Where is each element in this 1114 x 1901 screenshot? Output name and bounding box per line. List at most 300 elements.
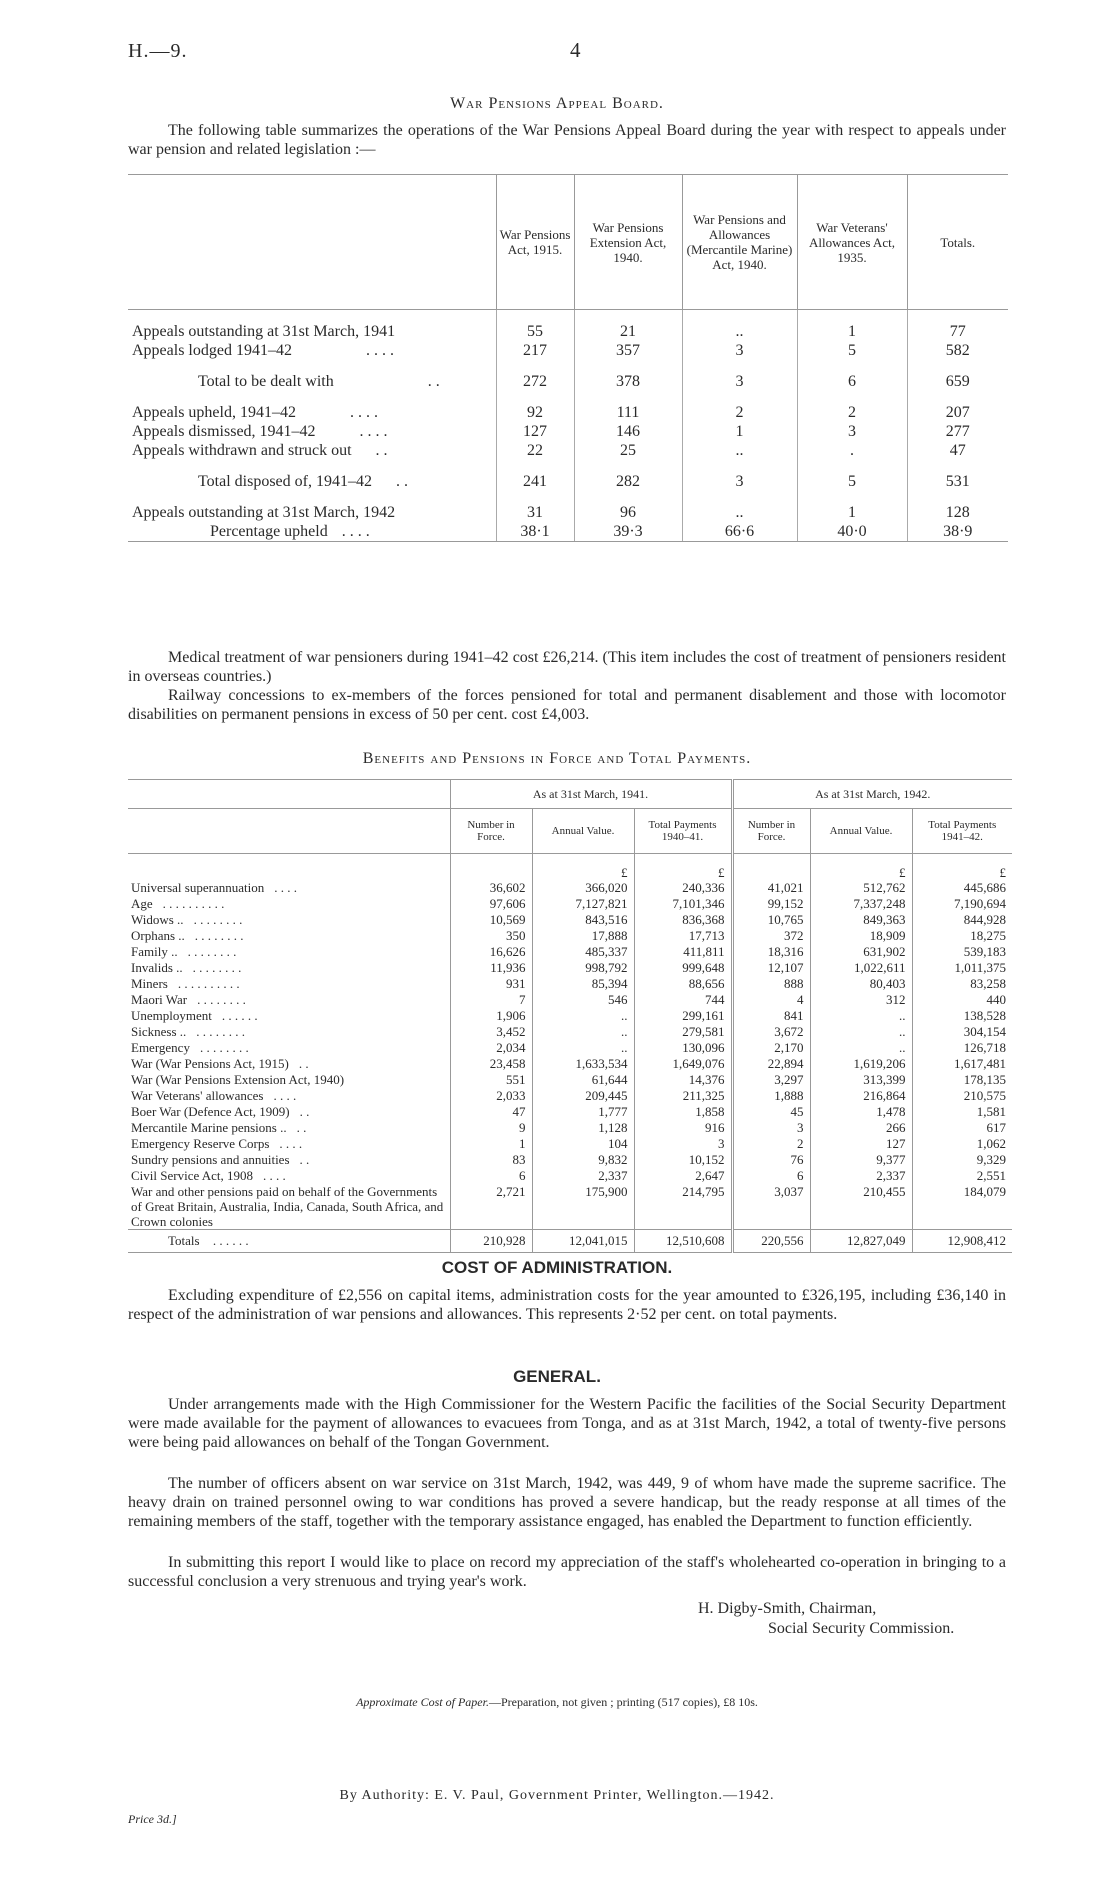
appeals-header-blank: [128, 175, 496, 310]
totals-row: [128, 1230, 1012, 1253]
row-label: Sickness ..: [131, 1024, 187, 1039]
col-war-pensions-act: War Pensions Act, 1915.: [496, 175, 574, 310]
row-label: Civil Service Act, 1908: [131, 1168, 254, 1183]
table-row: [128, 1184, 1012, 1230]
cell: 5: [797, 341, 907, 360]
cell: 18,316: [732, 944, 810, 960]
table-row: [128, 1072, 1012, 1088]
cell: 2,551: [912, 1168, 1012, 1184]
table-row: [128, 1136, 1012, 1152]
table-row: [128, 1056, 1012, 1072]
cell: 2: [797, 403, 907, 422]
group-1941: As at 31st March, 1941.: [450, 780, 732, 809]
table-row: [128, 322, 1008, 341]
row-label: Emergency: [131, 1040, 190, 1055]
cell: 18,275: [912, 928, 1012, 944]
cell: 849,363: [810, 912, 912, 928]
row-label: Total to be dealt with: [198, 372, 334, 390]
benefits-table: [128, 779, 1012, 1253]
cell: 47: [907, 441, 1008, 460]
cell: 440: [912, 992, 1012, 1008]
leader-dots: . .: [375, 441, 388, 459]
cell: 209,445: [532, 1088, 634, 1104]
cell: 214,795: [634, 1184, 732, 1230]
cell: .: [797, 441, 907, 460]
cell: 350: [450, 928, 532, 944]
table-row: [128, 912, 1012, 928]
row-label: Appeals lodged 1941–42: [132, 341, 292, 359]
cell: 9: [450, 1120, 532, 1136]
cell: 36,602: [450, 880, 532, 896]
cell: 1,022,611: [810, 960, 912, 976]
cell: 7: [450, 992, 532, 1008]
cell: 999,648: [634, 960, 732, 976]
cell: 7,337,248: [810, 896, 912, 912]
cell: 1,906: [450, 1008, 532, 1024]
cell: 2: [682, 403, 797, 422]
cell: 80,403: [810, 976, 912, 992]
row-label: Unemployment: [131, 1008, 212, 1023]
leader-dots: . . . . . . . .: [192, 960, 242, 975]
leader-dots: . . . .: [273, 1088, 297, 1103]
row-label: Miners: [131, 976, 168, 991]
cell: 3: [682, 372, 797, 391]
table-row: [128, 944, 1012, 960]
cell: 843,516: [532, 912, 634, 928]
cell: 1: [797, 503, 907, 522]
cell: 104: [532, 1136, 634, 1152]
cell: 175,900: [532, 1184, 634, 1230]
cell: 617: [912, 1120, 1012, 1136]
cell: 130,096: [634, 1040, 732, 1056]
leader-dots: . .: [298, 1056, 309, 1071]
cell: 2,033: [450, 1088, 532, 1104]
col-totals: Totals.: [907, 175, 1008, 310]
pound-sign-row: [128, 854, 1012, 881]
table-row: [128, 441, 1008, 460]
table-row: [128, 1008, 1012, 1024]
general-paragraph-2: The number of officers absent on war service on 31st March, 1942, was 449, 9 of whom have made the supreme sacrifice. The heavy drain on trained personnel owing to war conditions has proved a severe handicap, but the ready response at all times of the remaining members of the staff, together with the temporary assistance engaged, has enabled the Department to function efficiently.: [128, 1475, 1006, 1530]
cell: 210,928: [450, 1230, 532, 1253]
cell: 1,581: [912, 1104, 1012, 1120]
row-label: Sundry pensions and annuities: [131, 1152, 290, 1167]
col-war-veterans-act: War Veterans' Allowances Act, 1935.: [797, 175, 907, 310]
leader-dots: . . . . . . . .: [193, 912, 243, 927]
leader-dots: . . . .: [279, 1136, 303, 1151]
cell: 411,811: [634, 944, 732, 960]
leader-dots: . . . . . . . .: [199, 1040, 249, 1055]
cell: 6: [732, 1168, 810, 1184]
cell: 3: [682, 472, 797, 491]
cell: 38·9: [907, 522, 1008, 542]
cell: 211,325: [634, 1088, 732, 1104]
cell: 216,864: [810, 1088, 912, 1104]
table-row: [128, 1104, 1012, 1120]
cell: 23,458: [450, 1056, 532, 1072]
cell: 10,569: [450, 912, 532, 928]
leader-dots: . . . . . . . .: [187, 944, 237, 959]
cell: 22: [496, 441, 574, 460]
cell: 3: [732, 1120, 810, 1136]
cell: 299,161: [634, 1008, 732, 1024]
table-row: [128, 1120, 1012, 1136]
cell: 582: [907, 341, 1008, 360]
col-number-1941: Number in Force.: [450, 809, 532, 854]
cell: 836,368: [634, 912, 732, 928]
cell: 85,394: [532, 976, 634, 992]
cell: 1: [682, 422, 797, 441]
leader-dots: . . . .: [263, 1168, 286, 1183]
cell: 1: [797, 322, 907, 341]
table-row: [128, 1040, 1012, 1056]
cell: 916: [634, 1120, 732, 1136]
cell: 92: [496, 403, 574, 422]
cell: 18,909: [810, 928, 912, 944]
benefits-group-header: [128, 780, 1012, 809]
table-row: [128, 880, 1012, 896]
table-row: [128, 472, 1008, 491]
leader-dots: . . . . . . . .: [194, 928, 244, 943]
paper-cost-note: [0, 1695, 1114, 1710]
row-label: Orphans ..: [131, 928, 185, 943]
cell: 2,034: [450, 1040, 532, 1056]
cell: 3: [797, 422, 907, 441]
cell: 931: [450, 976, 532, 992]
cell: 41,021: [732, 880, 810, 896]
cell: 40·0: [797, 522, 907, 542]
row-label: Appeals upheld, 1941–42: [132, 403, 296, 421]
row-label: War Veterans' allowances: [131, 1088, 264, 1103]
table-row: [128, 403, 1008, 422]
cell: 3,672: [732, 1024, 810, 1040]
benefits-sub-header: [128, 809, 1012, 854]
row-label: Total disposed of, 1941–42: [198, 472, 372, 490]
cell: ..: [810, 1040, 912, 1056]
cell: ..: [810, 1024, 912, 1040]
row-label: Appeals outstanding at 31st March, 1942: [132, 503, 396, 521]
leader-dots: . .: [427, 372, 440, 390]
cell: 7,190,694: [912, 896, 1012, 912]
cell: 12,510,608: [634, 1230, 732, 1253]
benefits-pensions-title: Benefits and Pensions in Force and Total Payments.: [362, 750, 752, 767]
leader-dots: . . . . . .: [212, 1233, 249, 1248]
table-row: [128, 341, 1008, 360]
cell: 279,581: [634, 1024, 732, 1040]
cell: 12,908,412: [912, 1230, 1012, 1253]
cell: 39·3: [574, 522, 682, 542]
cell: 2,170: [732, 1040, 810, 1056]
cell: 2,337: [532, 1168, 634, 1184]
leader-dots: . . . . . . . . . .: [177, 976, 240, 991]
cell: 366,020: [532, 880, 634, 896]
cell: 844,928: [912, 912, 1012, 928]
cell: 16,626: [450, 944, 532, 960]
cell: 178,135: [912, 1072, 1012, 1088]
cell: 210,575: [912, 1088, 1012, 1104]
cell: 539,183: [912, 944, 1012, 960]
table-row: [128, 992, 1012, 1008]
cell: 3: [634, 1136, 732, 1152]
appeals-table-header: [128, 175, 1008, 310]
pound-sign: £: [912, 854, 1012, 881]
cell: 551: [450, 1072, 532, 1088]
cell: 1,633,534: [532, 1056, 634, 1072]
table-row: [128, 1168, 1012, 1184]
cell: 485,337: [532, 944, 634, 960]
cell: 240,336: [634, 880, 732, 896]
row-label: Age: [131, 896, 153, 911]
cell: 97,606: [450, 896, 532, 912]
cell: 1,478: [810, 1104, 912, 1120]
cell: 66·6: [682, 522, 797, 542]
row-label: Emergency Reserve Corps: [131, 1136, 270, 1151]
cell: 841: [732, 1008, 810, 1024]
cell: 128: [907, 503, 1008, 522]
table-row: [128, 372, 1008, 391]
cell: 1,617,481: [912, 1056, 1012, 1072]
cell: 127: [810, 1136, 912, 1152]
table-row: [128, 960, 1012, 976]
cell: 888: [732, 976, 810, 992]
cell: 744: [634, 992, 732, 1008]
cell: 138,528: [912, 1008, 1012, 1024]
col-number-1942: Number in Force.: [732, 809, 810, 854]
row-label: Boer War (Defence Act, 1909): [131, 1104, 290, 1119]
row-label: Appeals outstanding at 31st March, 1941: [132, 322, 396, 340]
cell: 14,376: [634, 1072, 732, 1088]
cell: 47: [450, 1104, 532, 1120]
cell: 184,079: [912, 1184, 1012, 1230]
cell: 1,777: [532, 1104, 634, 1120]
cell: 277: [907, 422, 1008, 441]
row-label: War (War Pensions Act, 1915): [131, 1056, 289, 1071]
table-row: [128, 522, 1008, 542]
cell: 88,656: [634, 976, 732, 992]
cell: ..: [682, 322, 797, 341]
leader-dots: . . . .: [359, 422, 388, 440]
leader-dots: . . . .: [274, 880, 297, 895]
cell: 6: [450, 1168, 532, 1184]
cell: 4: [732, 992, 810, 1008]
cell: 9,832: [532, 1152, 634, 1168]
cell: 22,894: [732, 1056, 810, 1072]
cell: 2,721: [450, 1184, 532, 1230]
cell: 1,649,076: [634, 1056, 732, 1072]
leader-dots: . . . .: [365, 341, 394, 359]
pound-sign: £: [810, 854, 912, 881]
cost-of-administration-heading: COST OF ADMINISTRATION.: [441, 1258, 673, 1277]
cell: 99,152: [732, 896, 810, 912]
cell: 272: [496, 372, 574, 391]
cost-of-administration-text: Excluding expenditure of £2,556 on capital items, administration costs for the year amounted to £326,195, including £36,140 in respect of the administration of war pensions and allowances. This represents 2·52 per cent. on total payments.: [128, 1287, 1006, 1323]
cell: 207: [907, 403, 1008, 422]
page-number: 4: [570, 38, 581, 62]
row-label: Mercantile Marine pensions ..: [131, 1120, 287, 1135]
cell: 304,154: [912, 1024, 1012, 1040]
cell: 12,041,015: [532, 1230, 634, 1253]
cell: 9,329: [912, 1152, 1012, 1168]
table-row: [128, 422, 1008, 441]
cell: 1,062: [912, 1136, 1012, 1152]
signature-title: Social Security Commission.: [768, 1620, 955, 1637]
leader-dots: . .: [296, 1120, 307, 1135]
leader-dots: . .: [395, 472, 408, 490]
table-row: [128, 503, 1008, 522]
leader-dots: . . . . . . . .: [196, 1024, 245, 1039]
document-code: H.—9.: [128, 40, 188, 62]
cell: 546: [532, 992, 634, 1008]
cell: ..: [682, 503, 797, 522]
cell: 126,718: [912, 1040, 1012, 1056]
table-row: [128, 1024, 1012, 1040]
cell: ..: [532, 1024, 634, 1040]
cell: 2,337: [810, 1168, 912, 1184]
general-paragraph-3: In submitting this report I would like to place on record my appreciation of the staff's wholehearted co-operation in bringing to a successful conclusion a very strenuous and trying year's work.: [128, 1554, 1006, 1590]
cell: 127: [496, 422, 574, 441]
cell: 313,399: [810, 1072, 912, 1088]
col-total-payments-1942: Total Payments 1941–42.: [912, 809, 1012, 854]
row-label: War and other pensions paid on behalf of the Governments of Great Britain, Australia, India, Canada, South Africa, and Crown colonies: [131, 1184, 444, 1229]
row-label: War (War Pensions Extension Act, 1940): [131, 1072, 345, 1087]
row-label: Widows ..: [131, 912, 184, 927]
cell: 9,377: [810, 1152, 912, 1168]
cell: 6: [797, 372, 907, 391]
cell: 83,258: [912, 976, 1012, 992]
col-annual-value-1942: Annual Value.: [810, 809, 912, 854]
cell: 357: [574, 341, 682, 360]
cell: 1,888: [732, 1088, 810, 1104]
benefits-subheader-blank: [128, 809, 450, 854]
paper-cost-text: —Preparation, not given ; printing (517 copies), £8 10s.: [488, 1695, 758, 1709]
col-mercantile-marine-act: War Pensions and Allowances (Mercantile Marine) Act, 1940.: [682, 175, 797, 310]
leader-dots: . .: [299, 1104, 310, 1119]
cell: 12,827,049: [810, 1230, 912, 1253]
leader-dots: . . . . . . . . . .: [162, 896, 225, 911]
cell: 282: [574, 472, 682, 491]
cell: 312: [810, 992, 912, 1008]
cell: 12,107: [732, 960, 810, 976]
paper-cost-label: Approximate Cost of Paper.: [356, 1695, 489, 1709]
row-label: Family ..: [131, 944, 178, 959]
cell: 531: [907, 472, 1008, 491]
cell: 38·1: [496, 522, 574, 542]
col-total-payments-1941: Total Payments 1940–41.: [634, 809, 732, 854]
authority-line: By Authority: E. V. Paul, Government Printer, Wellington.—1942.: [339, 1788, 775, 1803]
cell: 7,127,821: [532, 896, 634, 912]
cell: 1,011,375: [912, 960, 1012, 976]
row-label: Percentage upheld: [210, 522, 328, 540]
cell: 7,101,346: [634, 896, 732, 912]
cell: 146: [574, 422, 682, 441]
leader-dots: . . . .: [341, 522, 370, 540]
cell: 1,619,206: [810, 1056, 912, 1072]
cell: 659: [907, 372, 1008, 391]
cell: 45: [732, 1104, 810, 1120]
leader-dots: . .: [299, 1152, 310, 1167]
leader-dots: . . . . . . . .: [197, 992, 246, 1007]
cell: 83: [450, 1152, 532, 1168]
cell: 1,858: [634, 1104, 732, 1120]
cell: 3,037: [732, 1184, 810, 1230]
cell: ..: [532, 1040, 634, 1056]
cell: 1: [450, 1136, 532, 1152]
benefits-header-blank: [128, 780, 450, 809]
cell: 111: [574, 403, 682, 422]
cell: 25: [574, 441, 682, 460]
cell: 210,455: [810, 1184, 912, 1230]
appeal-board-intro: The following table summarizes the operations of the War Pensions Appeal Board during the year with respect to appeals under war pension and related legislation :—: [128, 122, 1006, 158]
cell: 241: [496, 472, 574, 491]
pound-sign: £: [532, 854, 634, 881]
cell: 3: [682, 341, 797, 360]
cell: 5: [797, 472, 907, 491]
price-note: Price 3d.]: [128, 1812, 177, 1826]
cell: ..: [532, 1008, 634, 1024]
cell: 2,647: [634, 1168, 732, 1184]
cell: 96: [574, 503, 682, 522]
cell: 2: [732, 1136, 810, 1152]
cell: 631,902: [810, 944, 912, 960]
cell: 1,128: [532, 1120, 634, 1136]
cell: ..: [682, 441, 797, 460]
signature-name: H. Digby-Smith, Chairman,: [698, 1600, 877, 1617]
medical-treatment-paragraph: Medical treatment of war pensioners during 1941–42 cost £26,214. (This item includes the cost of treatment of pensioners resident in overseas countries.): [128, 649, 1006, 685]
railway-concessions-paragraph: Railway concessions to ex-members of the forces pensioned for total and permanent disablement and those with locomotor disabilities on permanent pensions in excess of 50 per cent. cost £4,003.: [128, 687, 1006, 723]
pound-sign: £: [634, 854, 732, 881]
row-label: Universal superannuation: [131, 880, 265, 895]
general-paragraph-1: Under arrangements made with the High Commissioner for the Western Pacific the facilities of the Social Security Department were made available for the payment of allowances to evacuees from Tonga, and as at 31st March, 1942, a total of twenty-five persons were being paid allowances on behalf of the Tongan Government.: [128, 1396, 1006, 1451]
leader-dots: . . . . . .: [221, 1008, 258, 1023]
col-extension-act: War Pensions Extension Act, 1940.: [574, 175, 682, 310]
cell: ..: [810, 1008, 912, 1024]
row-label: Maori War: [131, 992, 188, 1007]
col-annual-value-1941: Annual Value.: [532, 809, 634, 854]
cell: 10,765: [732, 912, 810, 928]
cell: 3,452: [450, 1024, 532, 1040]
cell: 61,644: [532, 1072, 634, 1088]
war-pensions-appeal-board-title: War Pensions Appeal Board.: [450, 95, 664, 112]
cell: 11,936: [450, 960, 532, 976]
row-label: Totals: [168, 1233, 200, 1248]
cell: 31: [496, 503, 574, 522]
table-row: [128, 1152, 1012, 1168]
row-label: Appeals dismissed, 1941–42: [132, 422, 316, 440]
table-row: [128, 928, 1012, 944]
cell: 17,888: [532, 928, 634, 944]
cell: 17,713: [634, 928, 732, 944]
row-label: Invalids ..: [131, 960, 183, 975]
cell: 998,792: [532, 960, 634, 976]
appeals-table: [128, 174, 1008, 542]
table-row: [128, 1088, 1012, 1104]
cell: 10,152: [634, 1152, 732, 1168]
cell: 445,686: [912, 880, 1012, 896]
cell: 378: [574, 372, 682, 391]
cell: 217: [496, 341, 574, 360]
general-heading: GENERAL.: [513, 1367, 601, 1386]
table-row: [128, 896, 1012, 912]
cell: 220,556: [732, 1230, 810, 1253]
group-1942: As at 31st March, 1942.: [732, 780, 1012, 809]
row-label: Appeals withdrawn and struck out: [132, 441, 352, 459]
cell: 512,762: [810, 880, 912, 896]
leader-dots: . . . .: [349, 403, 378, 421]
cell: 21: [574, 322, 682, 341]
cell: 266: [810, 1120, 912, 1136]
cell: 76: [732, 1152, 810, 1168]
cell: 77: [907, 322, 1008, 341]
cell: 55: [496, 322, 574, 341]
